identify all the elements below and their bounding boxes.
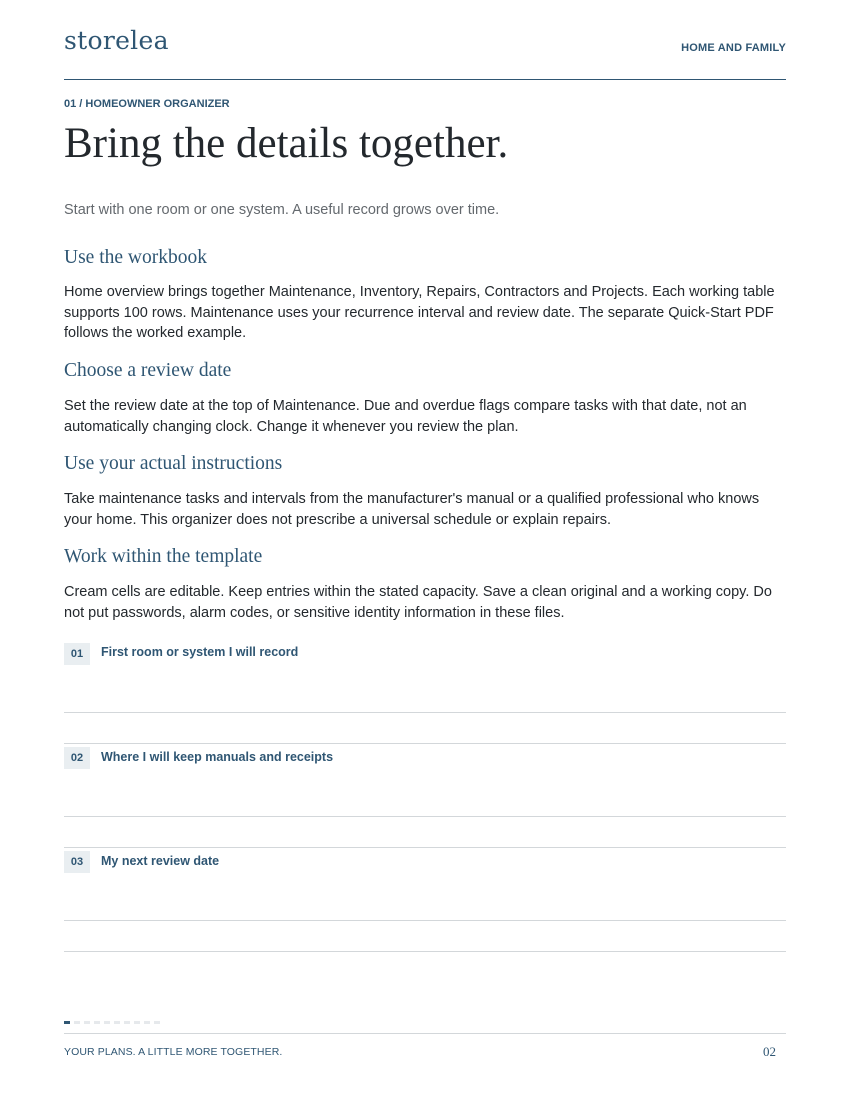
progress-dot: [124, 1021, 130, 1024]
section-heading-template: Work within the template: [64, 546, 263, 567]
progress-dot: [84, 1021, 90, 1024]
section-body-template: Cream cells are editable. Keep entries within the stated capacity. Save a clean original and a working copy. Do not put passwords, alarm codes, or sensitive identity information in these files.: [64, 584, 772, 621]
writing-line: [64, 712, 786, 713]
prompt-number-badge: 03: [64, 851, 90, 873]
section-heading-workbook: Use the workbook: [64, 247, 207, 268]
brand-logo: storelea: [64, 26, 169, 55]
footer-tagline: YOUR PLANS. A LITTLE MORE TOGETHER.: [64, 1046, 283, 1058]
section-body-instructions: Take maintenance tasks and intervals from the manufacturer's manual or a qualified professional who knows your home. This organizer does not prescribe a universal schedule or explain repairs.: [64, 491, 760, 528]
prompt-number-badge: 02: [64, 747, 90, 769]
progress-dot: [114, 1021, 120, 1024]
writing-line: [64, 920, 786, 921]
writing-line: [64, 847, 786, 848]
footer-divider: [64, 1033, 786, 1034]
writing-line: [64, 951, 786, 952]
page-number: 02: [763, 1044, 776, 1059]
prompt-label-review-date: My next review date: [101, 854, 220, 868]
progress-dot: [144, 1021, 150, 1024]
section-body-workbook: Home overview brings together Maintenance, Inventory, Repairs, Contractors and Projects. Each working table supports 100 rows. Maintenance uses your recurrence interval and review date. The separate Quick-Start PDF follows the worked example.: [64, 284, 775, 341]
intro-lede: Start with one room or one system. A useful record grows over time.: [64, 202, 500, 218]
progress-dot: [104, 1021, 110, 1024]
prompt-label-manuals: Where I will keep manuals and receipts: [101, 750, 334, 764]
section-body-review-date: Set the review date at the top of Maintenance. Due and overdue flags compare tasks with that date, not an automatically changing clock. Change it whenever you review the plan.: [64, 398, 747, 435]
category-label: HOME AND FAMILY: [681, 42, 786, 54]
prompt-number-badge: 01: [64, 643, 90, 665]
prompt-label-first-room: First room or system I will record: [101, 645, 299, 659]
section-heading-instructions: Use your actual instructions: [64, 453, 283, 474]
progress-dot: [74, 1021, 80, 1024]
progress-dot: [154, 1021, 160, 1024]
section-heading-review-date: Choose a review date: [64, 360, 232, 381]
page-title: Bring the details together.: [64, 120, 509, 167]
progress-dot-active: [64, 1021, 70, 1024]
writing-line: [64, 743, 786, 744]
progress-dot: [94, 1021, 100, 1024]
page-progress-indicator: [64, 1021, 160, 1024]
section-eyebrow: 01 / HOMEOWNER ORGANIZER: [64, 98, 230, 110]
writing-line: [64, 816, 786, 817]
progress-dot: [134, 1021, 140, 1024]
header-divider: [64, 79, 786, 80]
